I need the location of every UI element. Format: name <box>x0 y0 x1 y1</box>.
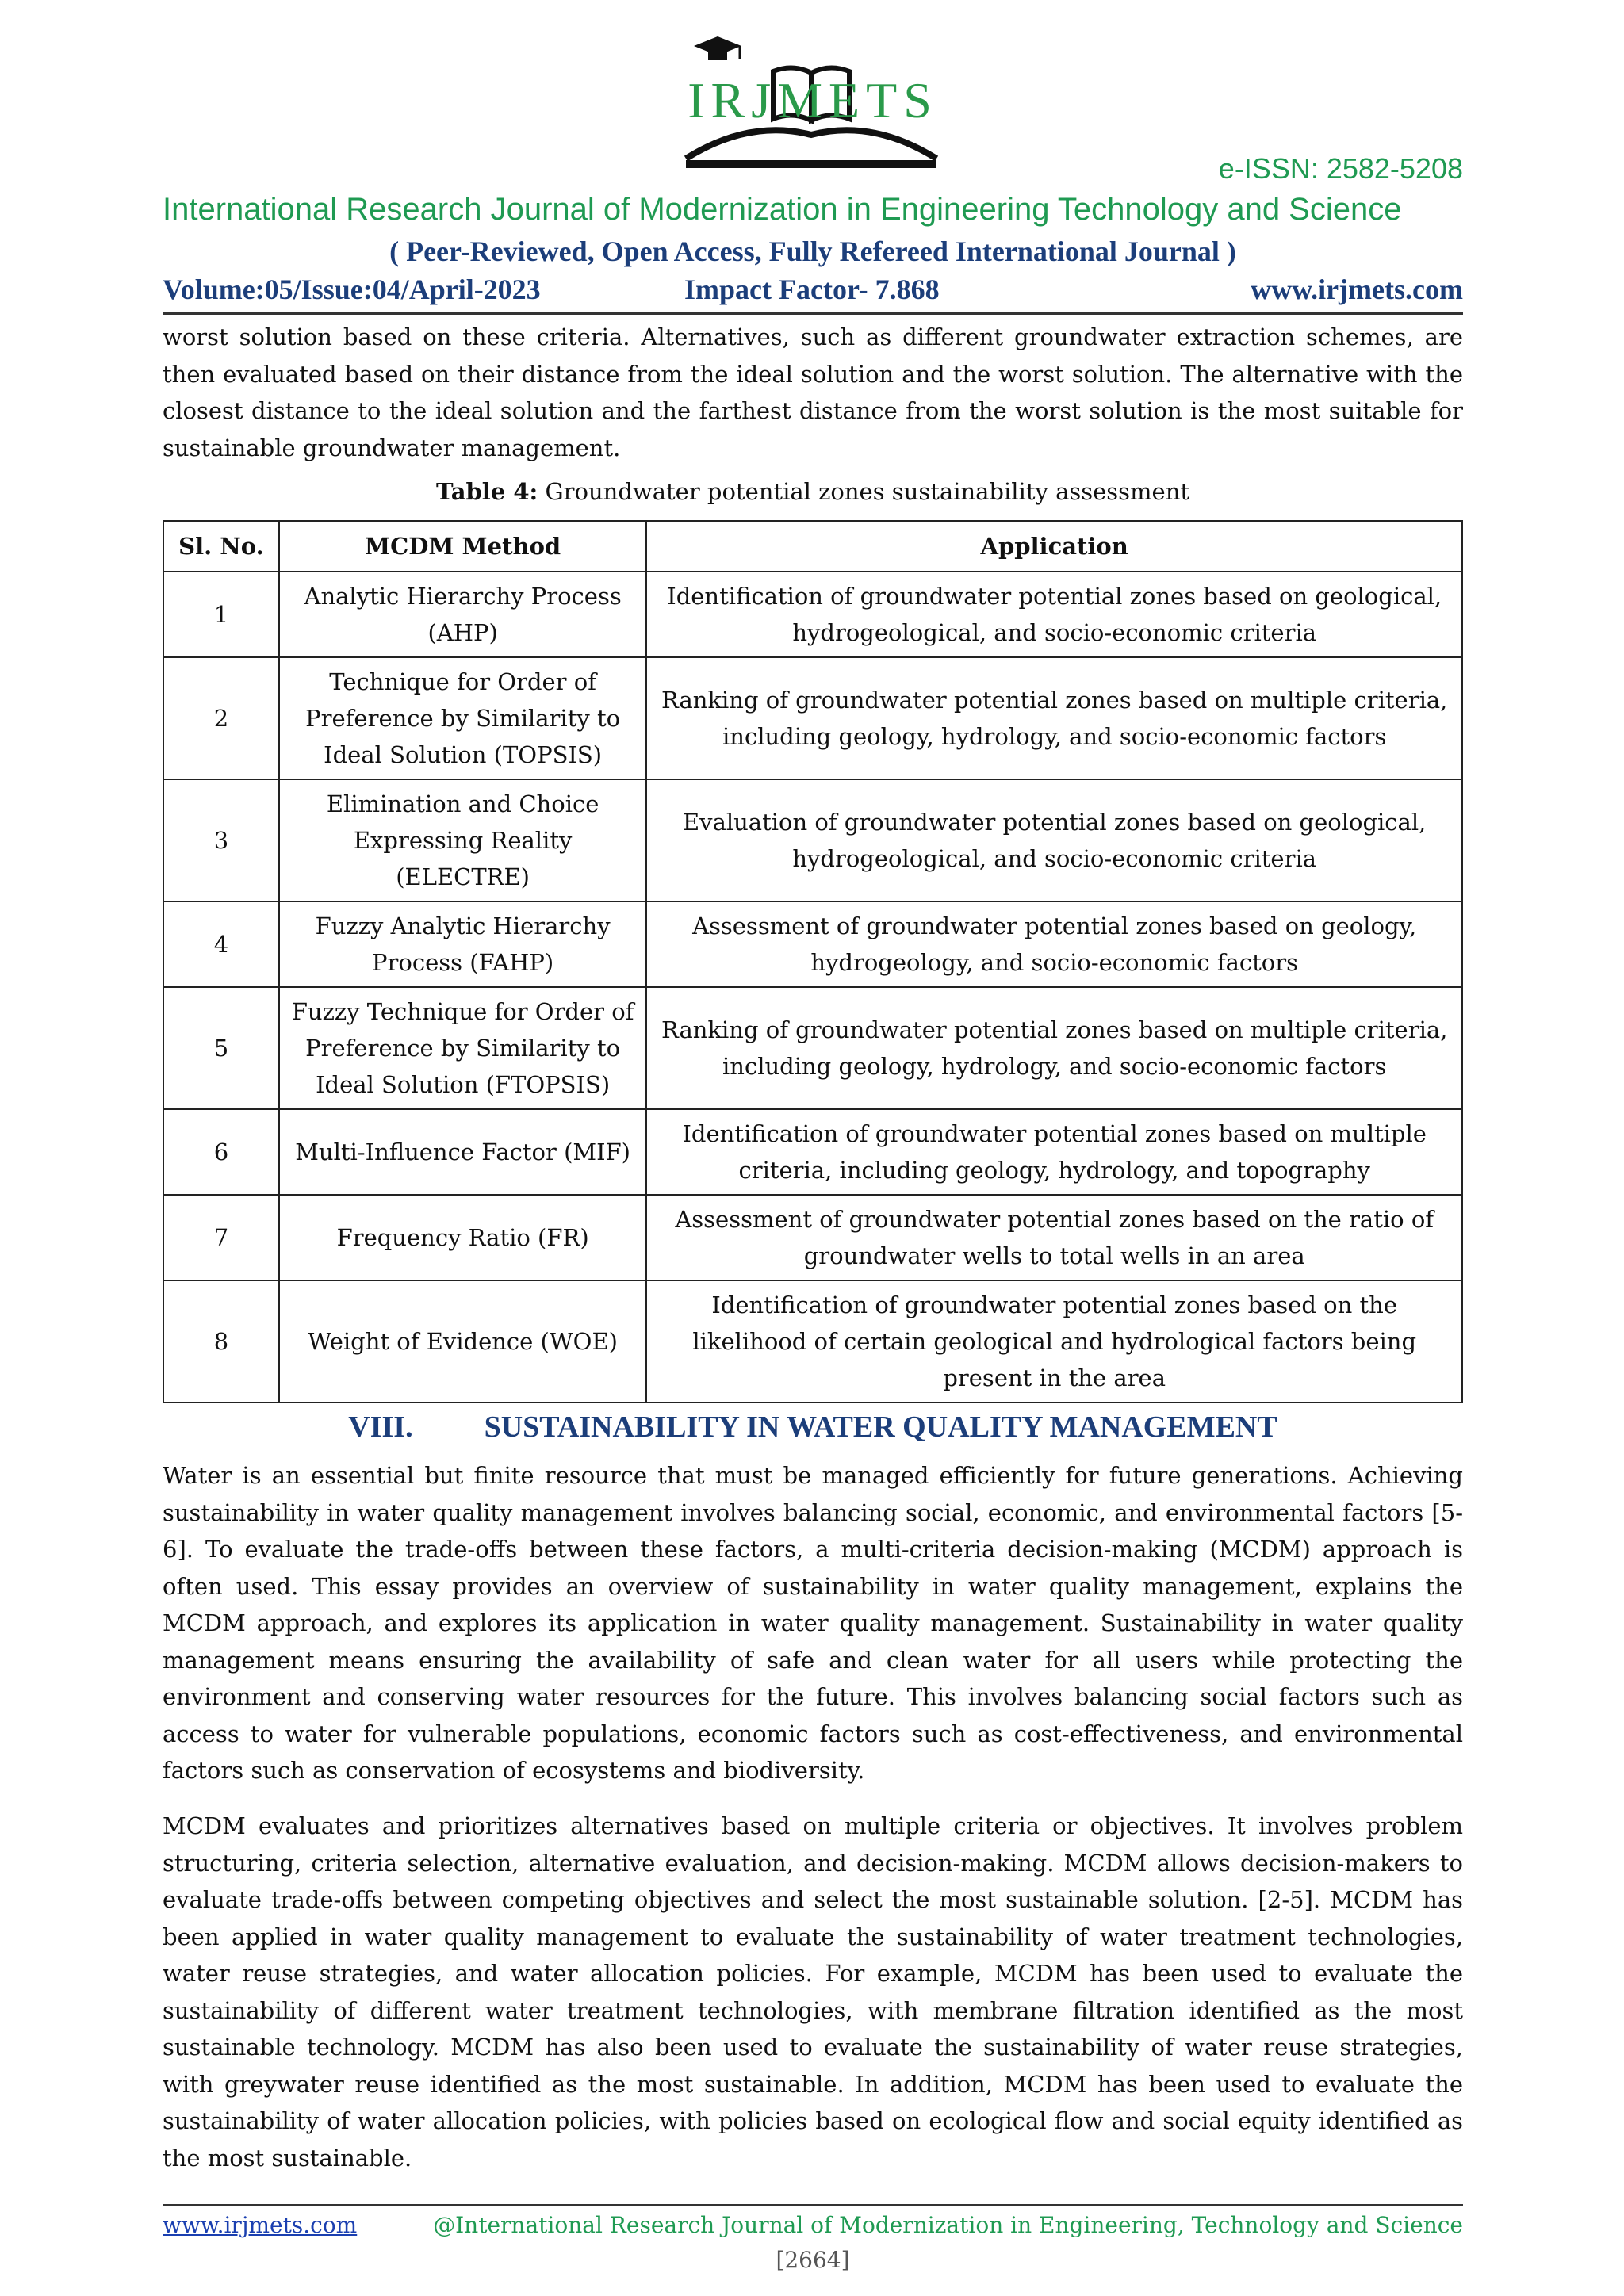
header-website: www.irjmets.com <box>1251 274 1463 305</box>
cell-sl-no: 3 <box>163 779 279 901</box>
table-row <box>163 901 1462 987</box>
footer-rule <box>163 2204 1463 2206</box>
cell-application: Assessment of groundwater potential zones based on the ratio of groundwater wells to total wells in an area <box>646 1195 1462 1280</box>
header-method: MCDM Method <box>279 521 647 572</box>
cell-method: Analytic Hierarchy Process (AHP) <box>279 572 647 657</box>
body-paragraph-2: MCDM evaluates and prioritizes alternatives based on multiple criteria or objectives. It involves problem structuring, criteria selection, alternative evaluation, and decision-making. MCDM allows decision-makers to evaluate trade-offs between competing objectives and select the most sustainable solution. [2-5]. MCDM has been applied in water quality management to evaluate the sustainability of water treatment technologies, water reuse strategies, and water allocation policies. For example, MCDM has been used to evaluate the sustainability of different water treatment technologies, with membrane filtration identified as the most sustainable technology. MCDM has also been used to evaluate the sustainability of water reuse strategies, with greywater reuse identified as the most sustainable. In addition, MCDM has been used to evaluate the sustainability of water allocation policies, with policies based on ecological flow and social equity identified as the most sustainable. <box>163 1812 1463 2172</box>
impact-factor: Impact Factor- 7.868 <box>684 274 940 305</box>
footer-journal-credit: @International Research Journal of Modernization in Engineering, Technology and Science <box>433 2212 1463 2238</box>
cell-method: Weight of Evidence (WOE) <box>279 1280 647 1402</box>
intro-paragraph: worst solution based on these criteria. Alternatives, such as different groundwater extraction schemes, are then evaluated based on their distance from the ideal solution and the worst solution. The alternative with the closest distance to the ideal solution and the farthest distance from the worst solution is the most suitable for sustainable groundwater management. <box>163 323 1463 461</box>
journal-logo <box>670 32 956 174</box>
table-row <box>163 779 1462 901</box>
table-4 <box>163 520 1463 1403</box>
table-row <box>163 657 1462 779</box>
header-application: Application <box>646 521 1462 572</box>
cell-application: Assessment of groundwater potential zones based on geology, hydrogeology, and socio-economic factors <box>646 901 1462 987</box>
cell-method: Frequency Ratio (FR) <box>279 1195 647 1280</box>
table-row <box>163 1280 1462 1402</box>
footer-website-link[interactable]: www.irjmets.com <box>163 2212 358 2238</box>
body-paragraph-1: Water is an essential but finite resource that must be managed efficiently for future generations. Achieving sustainability in water quality management involves balancing social, economic, and environmental factors [5-6]. To evaluate the trade-offs between these factors, a multi-criteria decision-making (MCDM) approach is often used. This essay provides an overview of sustainability in water quality management, explains the MCDM approach, and explores its application in water quality management. Sustainability in water quality management means ensuring the availability of safe and clean water for all users while protecting the environment and conserving water resources for the future. This involves balancing social factors such as access to water for vulnerable populations, economic factors such as cost-effectiveness, and environmental factors such as conservation of ecosystems and biodiversity. <box>163 1462 1463 1784</box>
table-row <box>163 572 1462 657</box>
table-caption-label: Table 4: <box>435 478 538 505</box>
logo-wordmark: IRJMETS <box>688 72 938 128</box>
cell-application: Identification of groundwater potential zones based on multiple criteria, including geology, hydrology, and topography <box>646 1109 1462 1195</box>
cell-method: Fuzzy Technique for Order of Preference by Similarity to Ideal Solution (FTOPSIS) <box>279 987 647 1109</box>
cell-sl-no: 4 <box>163 901 279 987</box>
header-rule <box>163 312 1463 315</box>
cell-sl-no: 7 <box>163 1195 279 1280</box>
cell-application: Identification of groundwater potential zones based on the likelihood of certain geological and hydrological factors being present in the area <box>646 1280 1462 1402</box>
cell-application: Ranking of groundwater potential zones based on multiple criteria, including geology, hydrology, and socio-economic factors <box>646 987 1462 1109</box>
section-heading <box>163 1410 1463 1445</box>
cell-sl-no: 2 <box>163 657 279 779</box>
issn: e-ISSN: 2582-5208 <box>1218 152 1463 185</box>
table-caption-text: Groundwater potential zones sustainability assessment <box>538 478 1190 505</box>
cell-sl-no: 1 <box>163 572 279 657</box>
cell-application: Identification of groundwater potential zones based on geological, hydrogeological, and socio-economic criteria <box>646 572 1462 657</box>
volume-row <box>163 273 1463 311</box>
table-row <box>163 987 1462 1109</box>
cell-method: Technique for Order of Preference by Similarity to Ideal Solution (TOPSIS) <box>279 657 647 779</box>
page-number: [2664] <box>776 2247 850 2273</box>
cell-sl-no: 5 <box>163 987 279 1109</box>
peer-review-note: ( Peer-Reviewed, Open Access, Fully Refereed International Journal ) <box>389 235 1236 267</box>
journal-title: International Research Journal of Modernization in Engineering Technology and Science <box>163 192 1402 227</box>
cell-method: Multi-Influence Factor (MIF) <box>279 1109 647 1195</box>
section-number: VIII. <box>348 1410 413 1444</box>
header-sl-no: Sl. No. <box>163 521 279 572</box>
volume-info: Volume:05/Issue:04/April-2023 <box>163 274 541 305</box>
cell-sl-no: 6 <box>163 1109 279 1195</box>
cell-application: Ranking of groundwater potential zones based on multiple criteria, including geology, hydrology, and socio-economic factors <box>646 657 1462 779</box>
cell-method: Fuzzy Analytic Hierarchy Process (FAHP) <box>279 901 647 987</box>
table-row <box>163 1195 1462 1280</box>
cell-application: Evaluation of groundwater potential zones based on geological, hydrogeological, and socio-economic criteria <box>646 779 1462 901</box>
section-title: SUSTAINABILITY IN WATER QUALITY MANAGEMENT <box>484 1410 1277 1444</box>
cell-method: Elimination and Choice Expressing Reality (ELECTRE) <box>279 779 647 901</box>
cell-sl-no: 8 <box>163 1280 279 1402</box>
table-caption <box>163 478 1463 505</box>
table-row <box>163 1109 1462 1195</box>
table-header-row <box>163 521 1462 572</box>
